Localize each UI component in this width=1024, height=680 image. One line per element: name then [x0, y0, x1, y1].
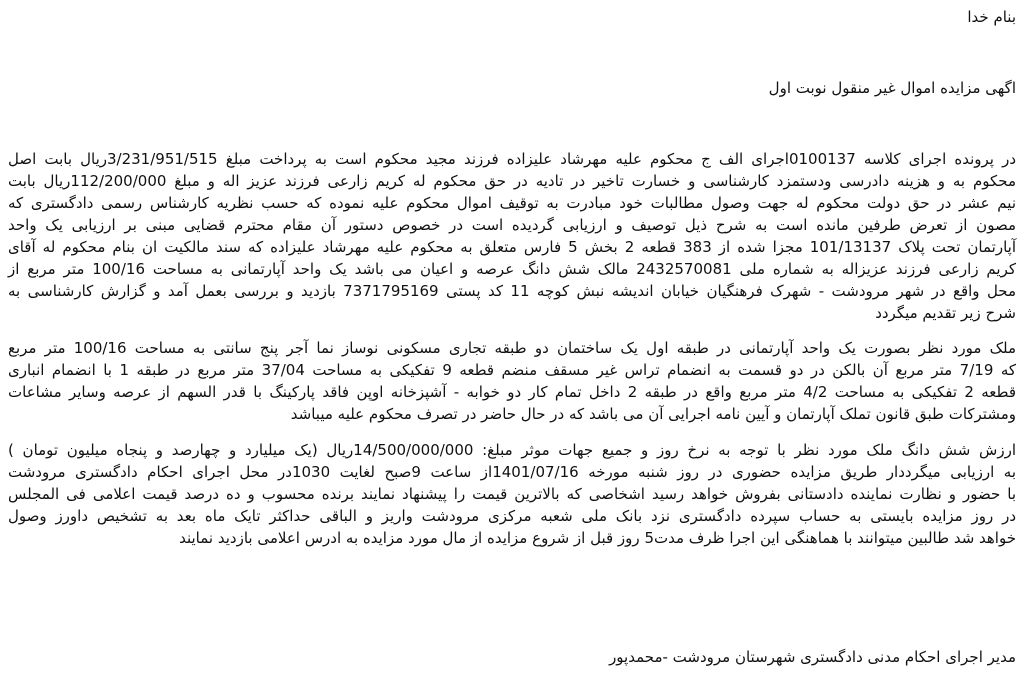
paragraph-line: آپارتمان تحت پلاک 101/13137 مجزا شده از 383 قطعه 2 بخش 5 فارس متعلق به محکوم علیه مهرشاد علیزاده که سند مالکیت ان بنام محکوم له آقای	[8, 238, 1016, 256]
paragraph-line: با حضور و نظارت نماینده دادستانی بفروش خواهد رسید اشخاصی که بالاترین قیمت را پیشنهاد نمایند برنده محسوب و ده درصد قیمت اعلامی فی المجلس	[8, 485, 1016, 503]
paragraph-line: مصون از تعرض طرفین مانده است به شرح ذیل توصیف و ارزیابی گردیده است در خصوص دستور آن مقام محترم قضایی مبنی بر ارزیابی یک واحد	[8, 216, 1016, 234]
paragraph-line: کریم زارعی فرزند عزیزاله به شماره ملی 2432570081 مالک شش دانگ عرصه و اعیان می باشد یک واحد آپارتمانی به مساحت 100/16 متر مربع از	[8, 260, 1016, 278]
paragraph-line: ارزش شش دانگ ملک مورد نظر با توجه به نرخ روز و جمیع جهات موثر مبلغ: 14/500/000/000ریال (یک میلیارد و چهارصد و پنجاه میلیون تومان )	[8, 441, 1016, 459]
signature-line: مدیر اجرای احکام مدنی دادگستری شهرستان مرودشت -محمدپور	[609, 648, 1016, 666]
paragraph-line: ومشترکات طبق قانون تملک آپارتمان و آیین نامه اجرایی آن می باشد که در حال حاضر در تصرف محکوم علیه میباشد	[290, 405, 1016, 423]
notice-title: اگهی مزایده اموال غیر منقول نوبت اول	[768, 79, 1016, 97]
paragraph-line: محکوم به و هزینه دادرسی ودستمزد کارشناسی و خسارت تاخیر در تادیه در حق محکوم له کریم زارعی فرزند عزیز اله و مبلغ 112/200/000ریال بابت	[8, 172, 1016, 190]
paragraph-line: به ارزیابی میگرددار طریق مزایده حضوری در روز شنبه مورخه 1401/07/16از ساعت 9صبح لغایت 1030در محل اجرای احکام دادگستری مرودشت	[8, 463, 1017, 481]
paragraph-line: شرح زیر تقدیم میگردد	[875, 304, 1016, 322]
invocation-text: بنام خدا	[967, 8, 1016, 26]
paragraph-line: در روز مزایده بایستی به حساب سپرده دادگستری نزد بانک ملی شعبه مرکزی مرودشت واریز و الباقی حداکثر تایک ماه بعد به تشخیص داورز وصول	[8, 507, 1016, 525]
paragraph-line: خواهد شد طالبین میتوانند با هماهنگی این اجرا ظرف مدت5 روز قبل از شروع مزایده از مال مورد مزایده به ادرس اعلامی بازدید نمایند	[179, 529, 1016, 547]
paragraph-line: محل واقع در شهر مرودشت - شهرک فرهنگیان خیابان اندیشه نبش کوچه 11 کد پستی 7371795169 بازدید و بررسی بعمل آمد و گزارش کارشناسی به	[8, 282, 1017, 300]
paragraph-line: قطعه 2 تفکیکی به مساحت 4/2 متر مربع واقع در طبقه 2 داخل تمام کار دو خوابه - آشپزخانه اوپن فاقد پارکینگ با قدر السهم از عرصه وسایر مشاعات	[8, 383, 1017, 401]
paragraph-line: که 7/19 متر مربع آن بالکن در دو قسمت به انضمام تراس غیر مسقف منضم قطعه 9 تفکیکی به مساحت 37/04 متر مربع در طبقه 1 با انضمام انباری	[8, 361, 1017, 379]
paragraph-line: نیم عشر در حق دولت محکوم له جهت وصول مطالبات خود مبادرت به توقیف اموال محکوم علیه نموده که حسب نظریه کارشناس رسمی دادگستری که	[8, 194, 1016, 212]
paragraph-line: ملک مورد نظر بصورت یک واحد آپارتمانی در طبقه اول یک ساختمان دو طبقه تجاری مسکونی نوساز نما آجر پنج سانتی به مساحت 100/16 متر مربع	[8, 339, 1017, 357]
paragraph-line: در پرونده اجرای کلاسه 0100137اجرای الف ج محکوم علیه مهرشاد علیزاده فرزند مجید محکوم است به پرداخت مبلغ 3/231/951/515ریال بابت اصل	[8, 150, 1016, 168]
